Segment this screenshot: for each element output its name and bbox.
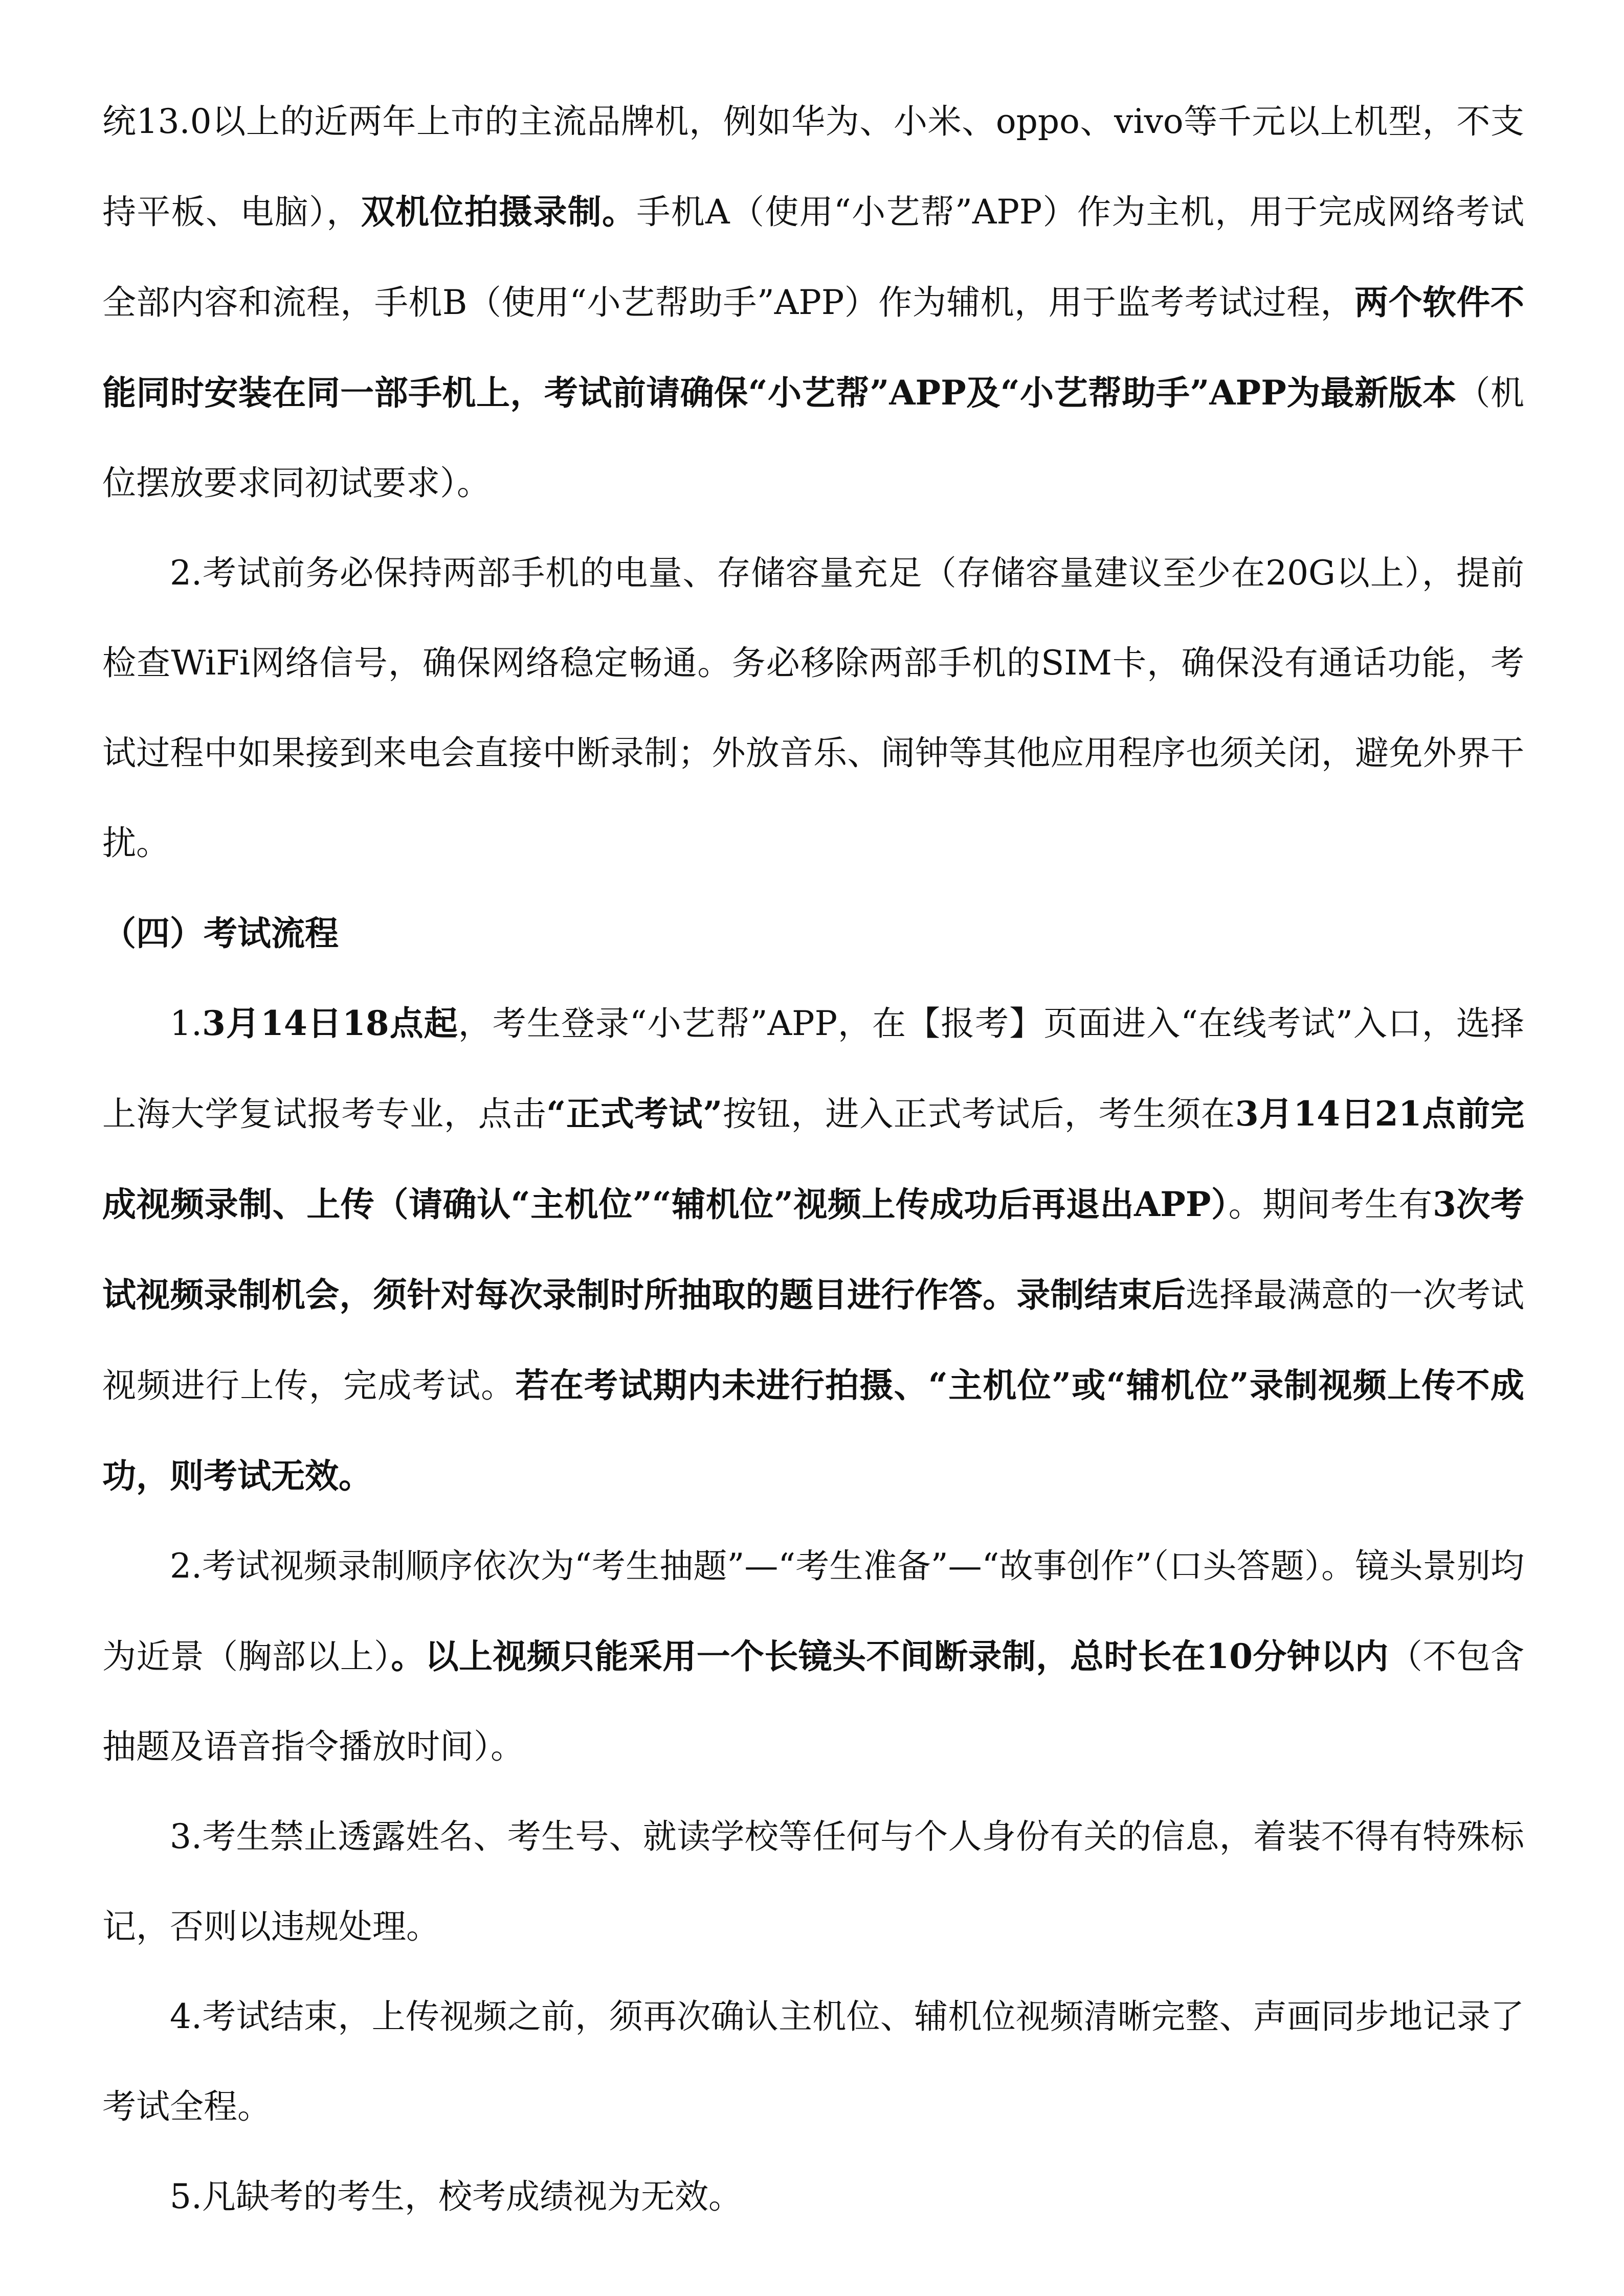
paragraph-flow-3: [102, 1792, 1524, 1972]
document-body: [102, 77, 1524, 2242]
bold-run: “正式考试”: [546, 1094, 723, 1134]
paragraph-device-requirements: [102, 77, 1524, 528]
text-run: 2.考试视频录制顺序依次为“考生抽题”—“考生准备”—“故事创作”（口头答题）。镜头景别均为近景（胸部以上）: [102, 1546, 1524, 1676]
text-run: 选择最满意的一次考试视频进行上传，完成考试。: [102, 1275, 1525, 1405]
text-run: 按钮，进入正式考试后，考生须在: [722, 1094, 1235, 1134]
bold-run: 双机位拍摄录制。: [361, 192, 637, 232]
bold-run: 两个软件不能同时安装在同一部手机上，考试前请确保“小艺帮”APP及“小艺帮助手”APP为最新版本: [102, 282, 1524, 413]
paragraph-flow-5: [102, 2152, 1524, 2242]
text-run: （不包含抽题及语音指令播放时间）。: [102, 1637, 1524, 1766]
paragraph-flow-2: [102, 1521, 1524, 1792]
text-run: 1.: [170, 1004, 202, 1043]
bold-run: 若在考试期内未进行拍摄、“主机位”或“辅机位”录制视频上传不成功，则考试无效。: [102, 1365, 1524, 1496]
text-run: 。期间考生有: [1228, 1185, 1433, 1224]
paragraph-flow-4: [102, 1972, 1524, 2152]
bold-run: 。以上视频只能采用一个长镜头不间断录制，总时长在10分钟以内: [391, 1636, 1389, 1676]
text-run: （机位摆放要求同初试要求）。: [102, 373, 1524, 503]
bold-run: 3月14日18点起: [202, 1003, 458, 1043]
text-run: 2.考试前务必保持两部手机的电量、存储容量充足（存储容量建议至少在20G以上），提前检查WiFi网络信号，确保网络稳定畅通。务必移除两部手机的SIM卡，确保没有通话功能，考试过程中如果接到来电会直接中断录制；外放音乐、闹钟等其他应用程序也须关闭，避免外界干扰。: [102, 553, 1524, 863]
bold-run: 3月14日21点前完成视频录制、上传（请确认“主机位”“辅机位”视频上传成功后再退出APP）: [102, 1094, 1525, 1224]
text-run: 5.凡缺考的考生，校考成绩视为无效。: [170, 2177, 742, 2216]
paragraph-flow-1: [102, 978, 1524, 1521]
bold-run: 3次考试视频录制机会，须针对每次录制时所抽取的题目进行作答。录制结束后: [102, 1184, 1524, 1315]
text-run: ，考生登录“小艺帮”APP，在【报考】页面进入“在线考试”入口，选择上海大学复试报考专业，点击: [102, 1004, 1524, 1134]
paragraph-phone-preparation: [102, 528, 1524, 888]
text-run: 统13.0以上的近两年上市的主流品牌机，例如华为、小米、oppo、vivo等千元以上机型，不支持平板、电脑），: [102, 102, 1524, 232]
section-heading: （四）考试流程: [102, 913, 339, 953]
text-run: 手机A（使用“小艺帮”APP）作为主机，用于完成网络考试全部内容和流程，手机B（使用“小艺帮助手”APP）作为辅机，用于监考考试过程，: [102, 192, 1525, 322]
text-run: 4.考试结束，上传视频之前，须再次确认主机位、辅机位视频清晰完整、声画同步地记录了考试全程。: [102, 1997, 1524, 2126]
text-run: 3.考生禁止透露姓名、考生号、就读学校等任何与个人身份有关的信息，着装不得有特殊标记，否则以违规处理。: [102, 1817, 1524, 1946]
